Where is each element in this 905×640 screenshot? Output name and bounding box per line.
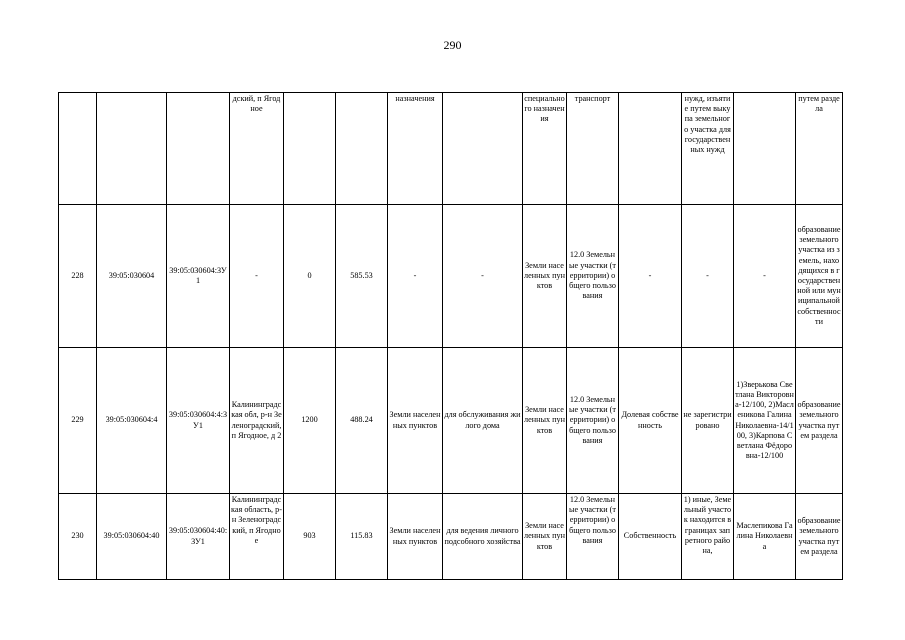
cell-category: Земли населенных пунктов xyxy=(388,348,443,494)
cell-area_doc: 0 xyxy=(284,205,336,348)
cell-owner xyxy=(734,93,796,205)
cell-category_new: специального назначения xyxy=(523,93,567,205)
cell-area_doc: 1200 xyxy=(284,348,336,494)
cell-method: образование земельного участка путем раздела xyxy=(796,494,843,580)
cell-cadastral: 39:05:030604:4 xyxy=(97,348,167,494)
cell-method: образование земельного участка путем раздела xyxy=(796,348,843,494)
cell-zu: 39:05:030604:40:ЗУ1 xyxy=(167,494,230,580)
cell-num: 229 xyxy=(59,348,97,494)
table-row-228 xyxy=(59,205,843,348)
cell-owner: 1)Зверькова Светлана Викторовна-12/100, 2)Масленикова Галина Николаевна-14/100, 3)Карпова Светлана Фёдоровна-12/100 xyxy=(734,348,796,494)
cell-method: образование земельного участка из земель, находящихся в государственной или муниципальной собственности xyxy=(796,205,843,348)
cell-use: для обслуживания жилого дома xyxy=(443,348,523,494)
cell-right: Собственность xyxy=(619,494,682,580)
cell-cadastral xyxy=(97,93,167,205)
cell-area_calc: 115.83 xyxy=(336,494,388,580)
cell-area_doc xyxy=(284,93,336,205)
cell-burden: 1) иные, Земельный участок находится в границах запретного района, xyxy=(682,494,734,580)
cell-use: для ведения личного подсобного хозяйства xyxy=(443,494,523,580)
cell-address: - xyxy=(230,205,284,348)
cell-num: 230 xyxy=(59,494,97,580)
cell-category_new: Земли населенных пунктов xyxy=(523,348,567,494)
cell-right xyxy=(619,93,682,205)
cell-cadastral: 39:05:030604:40 xyxy=(97,494,167,580)
cell-use xyxy=(443,93,523,205)
cell-use_new: 12.0 Земельные участки (территории) общего пользования xyxy=(567,494,619,580)
cell-address: Калининградская обл, р-н Зеленоградский, п Ягодное, д 2 xyxy=(230,348,284,494)
cell-category: Земли населенных пунктов xyxy=(388,494,443,580)
cell-burden: - xyxy=(682,205,734,348)
cell-right: Долевая собственность xyxy=(619,348,682,494)
cell-category: назначения xyxy=(388,93,443,205)
cell-area_calc: 585.53 xyxy=(336,205,388,348)
cell-cadastral: 39:05:030604 xyxy=(97,205,167,348)
cell-address: Калининградская область, р-н Зеленоградский, п Ягодное xyxy=(230,494,284,580)
cell-zu xyxy=(167,93,230,205)
cell-owner: - xyxy=(734,205,796,348)
table-row-229 xyxy=(59,348,843,494)
table-row-continuation xyxy=(59,93,843,205)
cell-area_calc xyxy=(336,93,388,205)
cell-method: путем раздела xyxy=(796,93,843,205)
cell-category_new: Земли населенных пунктов xyxy=(523,494,567,580)
cell-burden: не зарегистрировано xyxy=(682,348,734,494)
cell-use: - xyxy=(443,205,523,348)
cell-burden: нужд, изъятие путем выкупа земельного участка для государственных нужд xyxy=(682,93,734,205)
cell-num: 228 xyxy=(59,205,97,348)
cell-category_new: Земли населенных пунктов xyxy=(523,205,567,348)
cell-zu: 39:05:030604:4:ЗУ1 xyxy=(167,348,230,494)
cell-right: - xyxy=(619,205,682,348)
cell-area_calc: 488.24 xyxy=(336,348,388,494)
page-number: 290 xyxy=(443,38,462,52)
cell-use_new: транспорт xyxy=(567,93,619,205)
cell-address: дский, п Ягодное xyxy=(230,93,284,205)
cell-use_new: 12.0 Земельные участки (территории) общего пользования xyxy=(567,348,619,494)
cell-category: - xyxy=(388,205,443,348)
cell-owner: Маслепикова Галина Николаевна xyxy=(734,494,796,580)
cell-use_new: 12.0 Земельные участки (территории) общего пользования xyxy=(567,205,619,348)
cell-area_doc: 903 xyxy=(284,494,336,580)
cell-num xyxy=(59,93,97,205)
land-plot-table xyxy=(58,92,843,580)
table-row-230 xyxy=(59,494,843,580)
cell-zu: 39:05:030604:ЗУ1 xyxy=(167,205,230,348)
